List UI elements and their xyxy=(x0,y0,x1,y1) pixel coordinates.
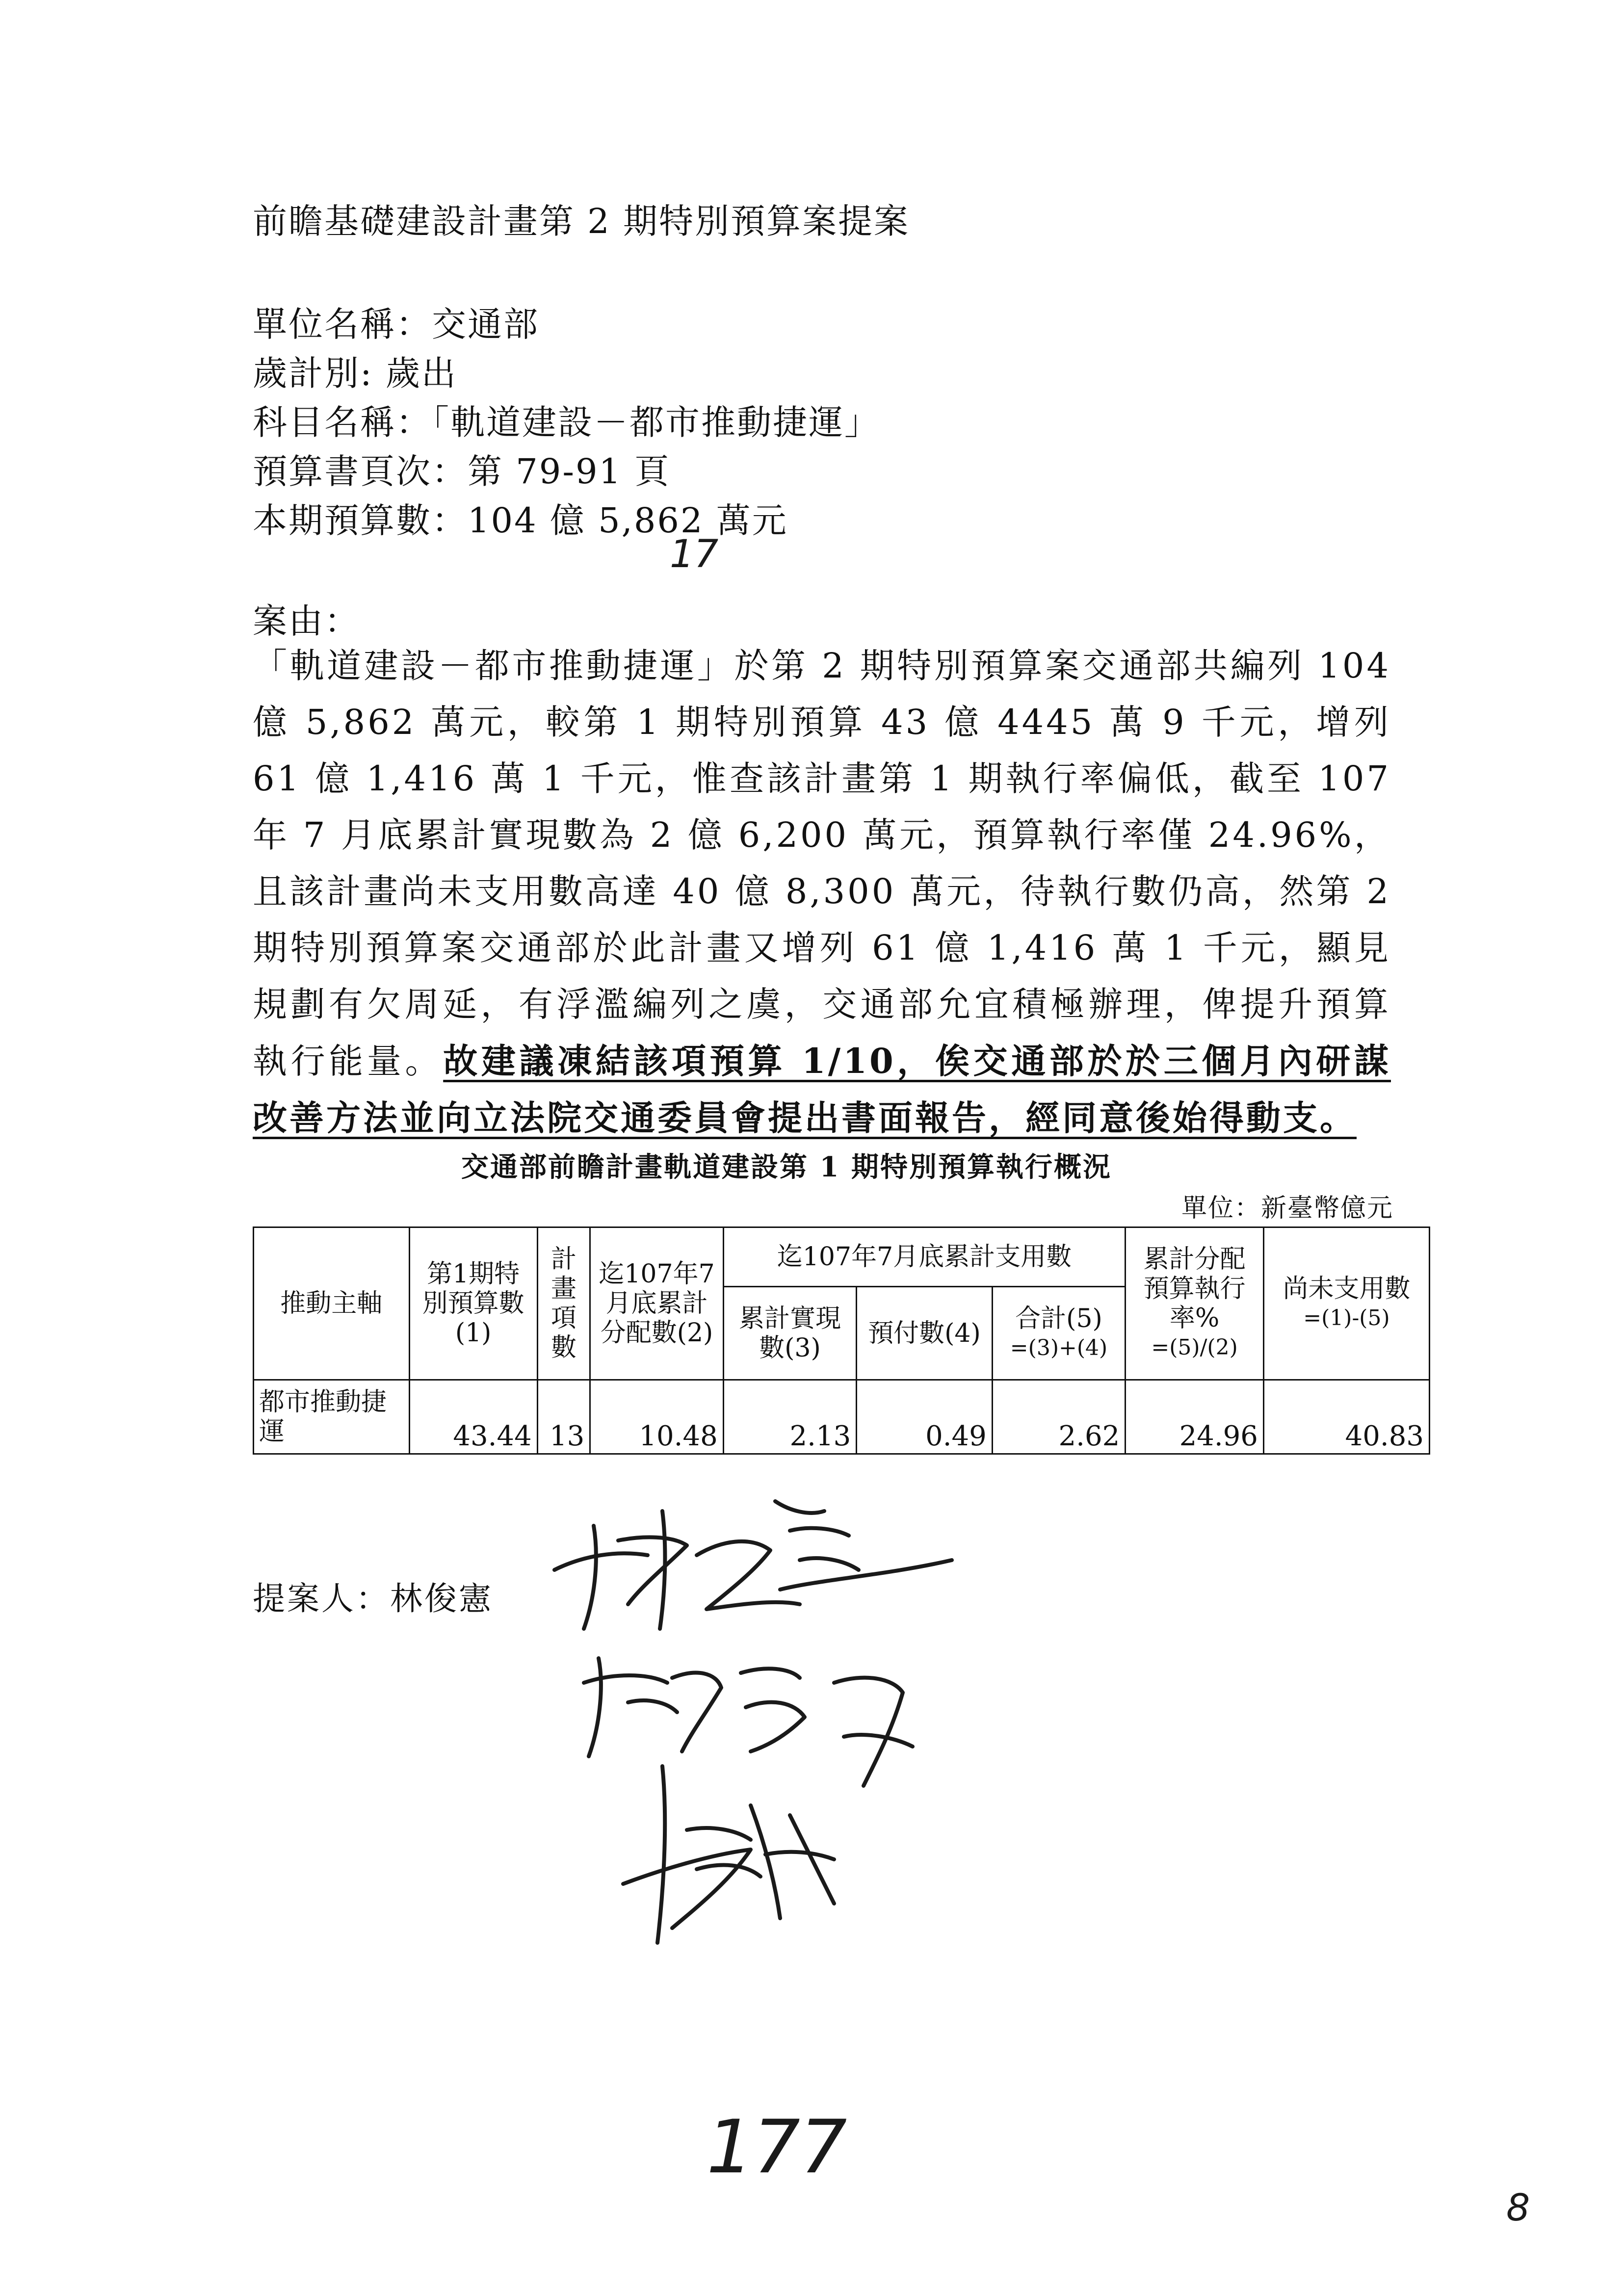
header-items: 計畫項數 xyxy=(537,1227,590,1380)
header-rate xyxy=(1126,1227,1264,1380)
header-allocated: 迄107年7月底累計分配數(2) xyxy=(590,1227,723,1380)
reason-text: 「軌道建設－都市推動捷運」於第 2 期特別預算案交通部共編列 104 億 5,862 萬元，較第 1 期特別預算 43 億 4445 萬 9 千元，增列 61 億 1,416 萬 1 千元，惟查該計畫第 1 期執行率偏低，截至 107 年 7 月底累計實現數為 2 億 6,200 萬元，預算執行率僅 24.96%，且該計畫尚未支用數高達 40 億 8,300 萬元，待執行數仍高，然第 2 期特別預算案交通部於此計畫又增列 61 億 1,416 萬 1 千元，顯見規劃有欠周延，有浮濫編列之虞，交通部允宜積極辦理，俾提升預算執行能量。 xyxy=(253,646,1391,1081)
reason-body xyxy=(253,638,1391,1147)
document-title: 前瞻基礎建設計畫第 2 期特別預算案提案 xyxy=(253,201,910,241)
unit-name: 單位名稱：交通部 xyxy=(253,304,539,344)
reason-label: 案由： xyxy=(253,601,360,641)
subject-name: 科目名稱：「軌道建設－都市推動捷運」 xyxy=(253,402,880,443)
signature-3 xyxy=(603,1756,878,1953)
table-title: 交通部前瞻計畫軌道建設第 1 期特別預算執行概況 xyxy=(461,1151,1112,1183)
current-budget: 本期預算數：104 億 5,862 萬元 xyxy=(253,500,788,541)
header-rate-label: 累計分配預算執行率% xyxy=(1143,1245,1246,1333)
header-unspent-formula: =(1)-(5) xyxy=(1303,1305,1390,1331)
header-rate-formula: =(5)/(2) xyxy=(1151,1335,1238,1360)
header-budget: 第1期特別預算數(1) xyxy=(409,1227,537,1380)
page-number: 177 xyxy=(707,2105,847,2190)
reason-bold-text: 故建議凍結該項預算 1/10，俟交通部於於三個月內研謀改善方法並向立法院交通委員會提出書面報告，經同意後始得動支。 xyxy=(253,1041,1391,1138)
cell-total: 2.62 xyxy=(992,1380,1125,1454)
table-row xyxy=(254,1380,1430,1454)
budget-pages: 預算書頁次：第 79-91 頁 xyxy=(253,451,671,492)
cell-rate: 24.96 xyxy=(1126,1380,1264,1454)
cell-axis: 都市推動捷運 xyxy=(254,1380,410,1454)
header-total xyxy=(992,1287,1125,1380)
handwritten-correction: 17 xyxy=(670,532,719,576)
cell-realized: 2.13 xyxy=(723,1380,856,1454)
header-axis: 推動主軸 xyxy=(254,1227,410,1380)
cell-unspent: 40.83 xyxy=(1263,1380,1429,1454)
header-spent-group: 迄107年7月底累計支用數 xyxy=(723,1227,1125,1287)
cell-allocated: 10.48 xyxy=(590,1380,723,1454)
header-total-label: 合計(5) xyxy=(1015,1304,1102,1333)
corner-number: 8 xyxy=(1506,2186,1530,2229)
table-unit: 單位：新臺幣億元 xyxy=(1181,1194,1393,1223)
proposer-label: 提案人：林俊憲 xyxy=(253,1580,493,1618)
execution-table xyxy=(253,1226,1430,1455)
cell-budget: 43.44 xyxy=(409,1380,537,1454)
cell-items: 13 xyxy=(537,1380,590,1454)
header-realized: 累計實現數(3) xyxy=(723,1287,856,1380)
header-total-formula: =(3)+(4) xyxy=(1010,1335,1108,1360)
header-unspent-label: 尚未支用數 xyxy=(1283,1274,1411,1304)
header-prepaid: 預付數(4) xyxy=(857,1287,993,1380)
fiscal-type: 歲計別: 歲出 xyxy=(253,353,457,393)
cell-prepaid: 0.49 xyxy=(857,1380,993,1454)
header-unspent xyxy=(1263,1227,1429,1380)
signature-1 xyxy=(545,1482,962,1644)
